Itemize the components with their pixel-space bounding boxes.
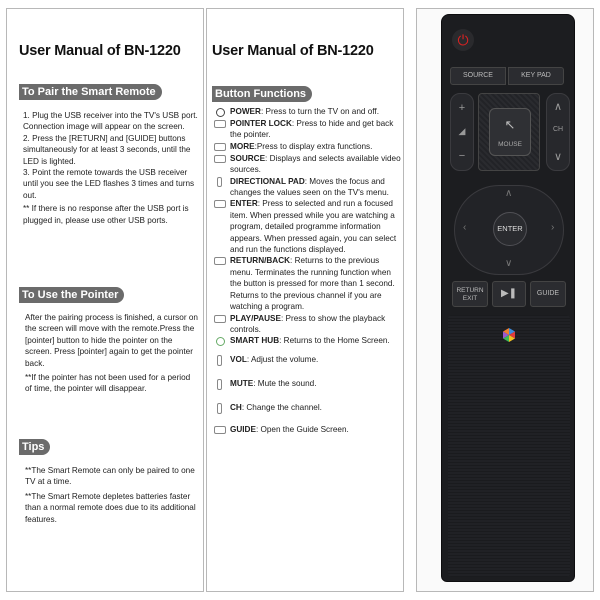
channel-icon: [213, 403, 227, 414]
section-header-tips: Tips: [19, 439, 50, 455]
function-item-smart-hub: SMART HUB: Returns to the Home Screen.: [213, 335, 403, 347]
volume-rocker: [450, 93, 474, 171]
more-button-icon: [213, 142, 227, 153]
pair-step-2: 2. Press the [RETURN] and [GUIDE] buttons simultaneously for at least 3 seconds, until the LED is lighted.: [23, 133, 191, 166]
pointer-instructions: After the pairing process is finished, a cursor on the screen will move with the remote.Press the [pointer] button to hide the pointer on the screen. Press [pointer] again to get the pointer back.: [25, 313, 198, 368]
function-item-play-pause: PLAY/PAUSE: Press to show the playback controls.: [213, 313, 403, 336]
return-exit-button: RETURN EXIT: [452, 281, 488, 307]
channel-label: CH: [552, 126, 564, 133]
guide-button-icon: [213, 425, 227, 436]
play-pause-icon: [213, 314, 227, 325]
pairing-instructions-panel: [6, 8, 204, 592]
cursor-icon: ↖: [504, 117, 516, 132]
minus-icon: −: [458, 150, 466, 162]
remote-image-panel: [416, 8, 594, 592]
function-item-channel: CH: Change the channel.: [213, 402, 403, 414]
arrow-right-icon: ›: [551, 222, 555, 233]
pointer-lock-icon: [213, 119, 227, 130]
arrow-left-icon: ‹: [463, 222, 467, 233]
function-item-mute: MUTE: Mute the sound.: [213, 378, 403, 390]
keypad-button: KEY PAD: [508, 67, 564, 85]
play-pause-icon: ▶❚: [492, 281, 526, 307]
pair-step-1: 1. Plug the USB receiver into the TV's USB port. Connection image will appear on the screen.: [23, 111, 198, 132]
power-icon: ⏻: [452, 29, 474, 51]
remote-grip: [448, 315, 570, 577]
pointer-text: [25, 312, 199, 395]
guide-button: GUIDE: [530, 281, 566, 307]
volume-icon: ◢: [458, 126, 466, 136]
source-button: SOURCE: [450, 67, 506, 85]
mute-icon: [213, 379, 227, 390]
page-title: User Manual of BN-1220: [212, 43, 374, 59]
button-functions-panel: [206, 8, 404, 592]
smart-hub-icon: [213, 336, 227, 347]
mouse-button: [489, 108, 531, 156]
remote-control-image: [441, 14, 575, 582]
function-item-more: MORE:Press to display extra functions.: [213, 141, 403, 153]
chevron-down-icon: ∨: [553, 151, 563, 163]
arrow-up-icon: ∧: [505, 188, 513, 199]
function-item-guide: GUIDE: Open the Guide Screen.: [213, 424, 403, 436]
mouse-label: MOUSE: [498, 141, 522, 148]
function-item-return-back: RETURN/BACK: Returns to the previous menu. Terminates the running function when the button is pressed for more than 1 second. Returns to the previous channel if you are watching a program.: [213, 255, 403, 312]
pointer-note: **If the pointer has not been used for a period of time, the pointer will disappear.: [25, 373, 191, 394]
function-item-directional-pad: DIRECTIONAL PAD: Moves the focus and changes the values seen on the TV's menu.: [213, 176, 403, 199]
plus-icon: +: [458, 102, 466, 114]
function-item-pointer-lock: POINTER LOCK: Press to hide and get back the pointer.: [213, 118, 403, 141]
function-item-source: SOURCE: Displays and selects available video sources.: [213, 153, 403, 176]
power-icon: [213, 107, 227, 118]
button-functions-list: [213, 106, 403, 436]
tips-list: [25, 465, 199, 525]
function-item-power: POWER: Press to turn the TV on and off.: [213, 106, 403, 118]
section-header-pair: To Pair the Smart Remote: [19, 84, 162, 100]
channel-rocker: [546, 93, 570, 171]
return-back-icon: [213, 256, 227, 267]
pair-note: ** If there is no response after the USB port is plugged in, please use other USB ports.: [23, 204, 189, 225]
enter-button-icon: [213, 199, 227, 210]
pair-steps: [23, 110, 199, 226]
section-header-pointer: To Use the Pointer: [19, 287, 124, 303]
tip-item: **The Smart Remote depletes batteries faster than a normal remote does due to its additional features.: [25, 491, 196, 524]
volume-icon: [213, 355, 227, 366]
tip-item: **The Smart Remote can only be paired to one TV at a time.: [25, 466, 195, 487]
section-header-button-functions: Button Functions: [212, 86, 312, 102]
directional-pad: [454, 185, 564, 275]
source-button-icon: [213, 154, 227, 165]
page-title: User Manual of BN-1220: [19, 43, 181, 59]
arrow-down-icon: ∨: [505, 258, 513, 269]
chevron-up-icon: ∧: [553, 101, 563, 113]
smart-hub-icon: [501, 327, 517, 343]
mouse-pad: [478, 93, 540, 171]
enter-button: ENTER: [493, 212, 527, 246]
function-item-volume: VOL: Adjust the volume.: [213, 354, 403, 366]
function-item-enter: ENTER: Press to selected and run a focused item. When pressed while you are watching a program, detailed programme information appears. When pressed again, you can select and run the functions displayed.: [213, 198, 403, 255]
directional-pad-icon: [213, 177, 227, 188]
pair-step-3: 3. Point the remote towards the USB receiver until you see the LED flashes 3 times and turns out.: [23, 168, 195, 200]
